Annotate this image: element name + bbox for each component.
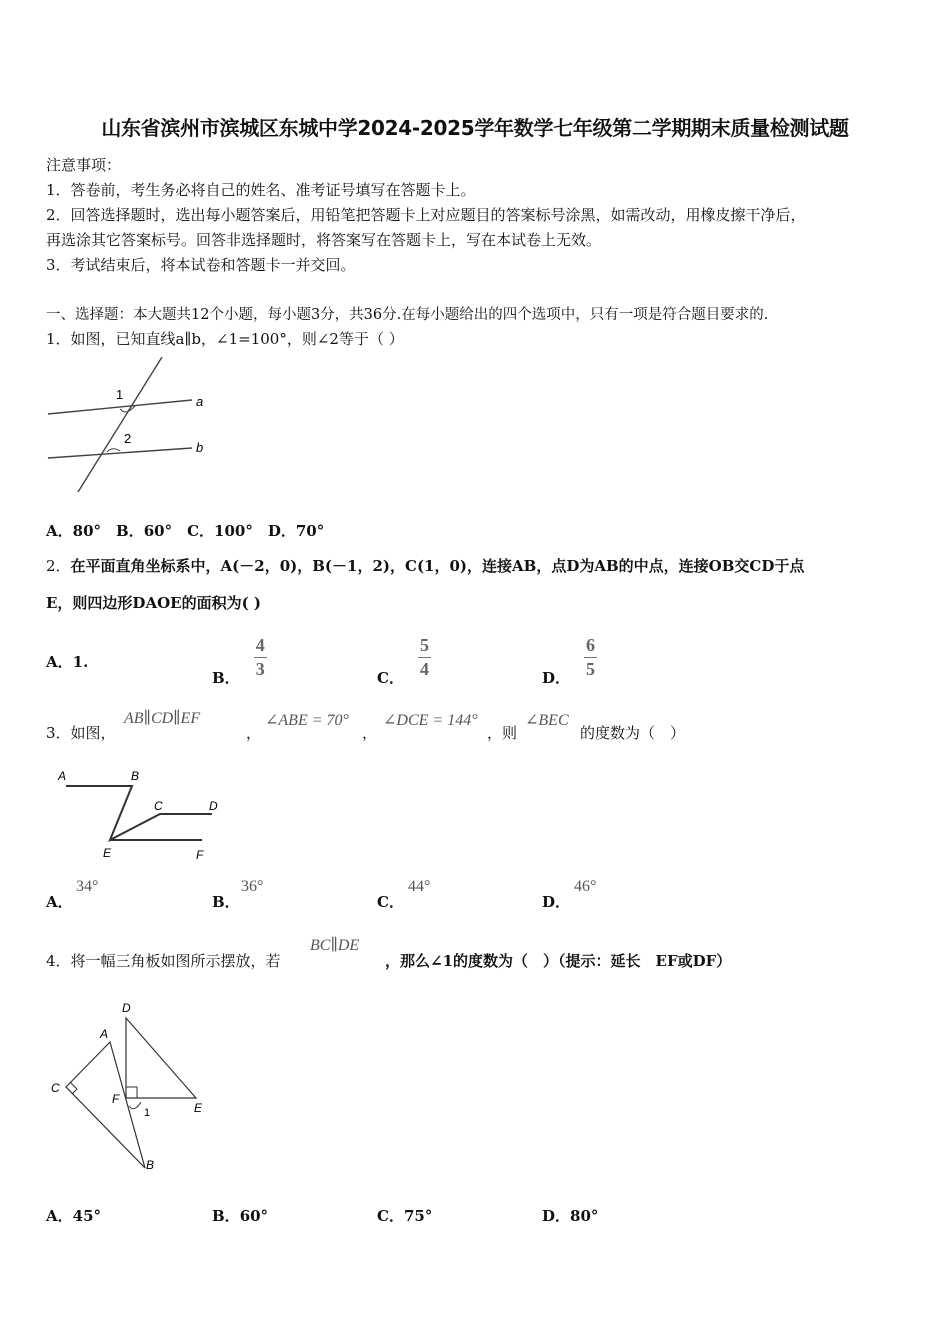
option-value: 1. [72,653,89,671]
option-label: C． [377,1207,404,1225]
question-1-number: 1． [46,330,71,348]
line-a-label: a [196,394,204,409]
question-3-number: 3． [46,724,71,742]
q2-option-a [46,651,88,672]
option-label: A． [46,653,73,671]
notice-item-2-cont: 再选涂其它答案标号。回答非选择题时，将答案写在答题卡上，写在本试卷上无效。 [46,231,602,249]
option-label: B． [212,1207,240,1225]
page-title: 山东省滨州市滨城区东城中学2024-2025学年数学七年级第二学期期末质量检测试题 [101,116,849,140]
label-d: D [122,1001,131,1015]
q3-option-c-label: C． [377,893,404,911]
q3-math-parallel: AB∥CD∥EF [124,710,201,727]
angle-1-arc [129,1102,141,1109]
question-2-text: 在平面直角坐标系中，A(－2，0)，B(－1，2)，C(1，0)，连接AB，点D为AB的中点，连接OB交CD于点 [70,557,805,575]
q3-math-angle-bec: ∠BEC [525,712,569,729]
question-4-post: ，那么∠1的度数为（ ）（提示：延长 EF或DF） [385,952,732,970]
q4-option-b [212,1205,268,1226]
q4-math-parallel: BC∥DE [310,937,360,954]
triangle-def [126,1018,196,1098]
question-3-pre: 如图， [70,724,116,742]
question-3-text [46,722,116,743]
option-label: C． [377,669,404,687]
q2-option-c [377,625,431,688]
option-label: D． [542,1207,571,1225]
option-value: 60° [239,1207,269,1225]
option-label: A． [46,1207,73,1225]
notice-item-3: 3．考试结束后，将本试卷和答题卡一并交回。 [46,256,356,274]
label-a: A [100,1027,109,1041]
denominator: 5 [586,658,596,679]
line-b-label: b [196,440,204,455]
label-e: E [103,846,112,860]
q4-option-d [542,1205,598,1226]
question-2-number: 2． [46,557,71,575]
figure-q4 [44,998,214,1178]
q2-option-b [212,625,267,688]
label-c: C [154,799,163,813]
fraction [254,635,267,679]
path-ab-be-ec-cd [66,786,212,840]
right-angle-f [126,1087,137,1098]
q2-option-d [542,625,597,688]
angle-2-label: 2 [124,431,132,446]
triangle-abc [66,1042,145,1168]
option-value: 45° [72,1207,102,1225]
angle-1-label: 1 [116,387,124,402]
figure-q3 [52,764,232,866]
question-2-line-2: E，则四边形DAOE的面积为( ) [46,594,261,612]
notice-item-2: 2．回答选择题时，选出每小题答案后，用铅笔把答题卡上对应题目的答案标号涂黑，如需改动，用橡皮擦干净后， [46,206,806,224]
label-f: F [112,1092,120,1106]
q3-option-c-value: 44° [408,878,431,895]
q3-option-a-value: 34° [76,878,99,895]
question-4-number: 4． [46,952,71,970]
question-3-post: 的度数为（ ） [580,724,686,742]
line-b [48,448,192,458]
label-b: B [146,1158,155,1172]
numerator: 4 [255,634,265,655]
q3-option-d-value: 46° [574,878,597,895]
denominator: 4 [419,658,429,679]
transversal [78,357,162,492]
numerator: 5 [419,634,429,655]
angle-1-label: 1 [144,1107,151,1119]
option-label: D． [542,669,571,687]
label-f: F [196,848,204,862]
label-c: C [51,1081,60,1095]
q3-option-b-value: 36° [241,878,264,895]
section-heading: 一、选择题：本大题共12个小题，每小题3分，共36分.在每小题给出的四个选项中，只有一项是符合题目要求的. [46,307,769,323]
q3-option-a-label: A． [46,893,73,911]
question-4-text [46,950,281,971]
question-2-line-1 [46,555,804,576]
q3-option-b-label: B． [212,893,240,911]
option-label: B． [212,669,240,687]
fraction [418,635,431,679]
angle-2-arc [107,449,120,452]
label-d: D [209,799,218,813]
q3-math-angle-abe: ∠ABE = 70° [265,712,349,729]
comma: ， [362,724,378,742]
line-a [48,400,192,414]
question-4-pre: 将一幅三角板如图所示摆放，若 [70,952,281,970]
question-3-then: ，则 [487,724,518,742]
label-b: B [131,769,140,783]
question-1 [46,328,404,349]
notice-item-1: 1．答卷前，考生务必将自己的姓名、准考证号填写在答题卡上。 [46,181,476,199]
question-1-text: 如图，已知直线a∥b，∠1=100°，则∠2等于（ ） [70,330,404,348]
numerator: 6 [586,634,596,655]
fraction [584,635,597,679]
denominator: 3 [255,658,265,679]
notice-heading: 注意事项： [46,156,122,174]
comma: ， [246,724,262,742]
label-e: E [194,1101,203,1115]
q3-math-angle-dce: ∠DCE = 144° [383,712,478,729]
q3-option-d-label: D． [542,893,571,911]
label-a: A [58,769,67,783]
option-value: 75° [403,1207,433,1225]
option-value: 80° [570,1207,599,1225]
q4-option-a [46,1205,101,1226]
question-1-options: A．80° B．60° C．100° D．70° [46,522,325,540]
figure-q1 [40,352,220,497]
q4-option-c [377,1205,432,1226]
